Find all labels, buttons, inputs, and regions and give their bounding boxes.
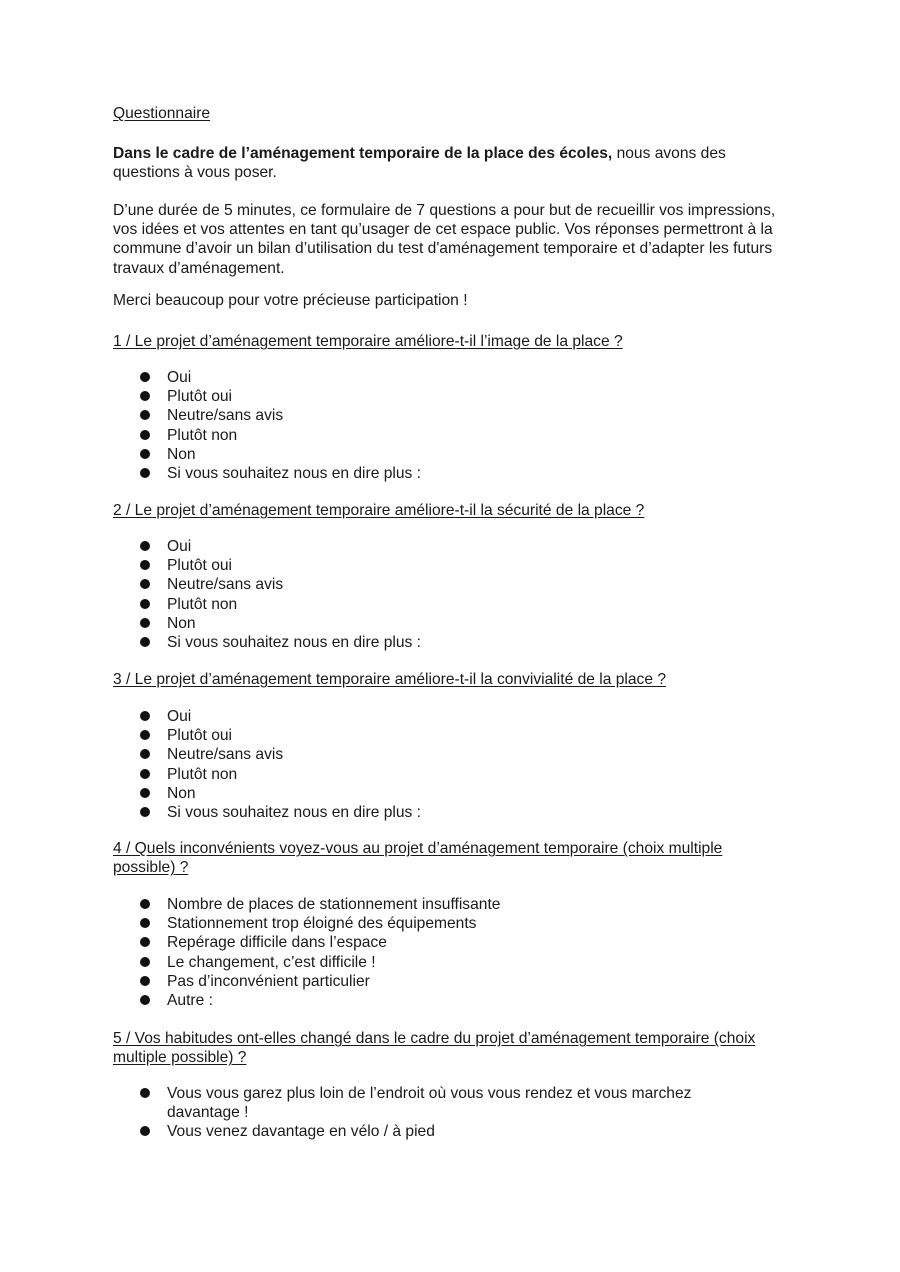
option-item[interactable]: [113, 368, 753, 387]
option-label: Plutôt non: [167, 595, 238, 613]
option-item[interactable]: [113, 803, 753, 822]
option-label: Neutre/sans avis: [167, 407, 284, 425]
bullet-icon: [140, 788, 150, 798]
option-label: Repérage difficile dans l’espace: [167, 934, 387, 952]
question-4-title: 4 / Quels inconvénients voyez-vous au projet d’aménagement temporaire (choix multiple possible) ?: [113, 840, 723, 877]
option-label: Si vous souhaitez nous en dire plus :: [167, 465, 421, 483]
option-label: Le changement, c’est difficile !: [167, 953, 376, 971]
option-label: Autre :: [167, 992, 213, 1010]
option-label: Plutôt non: [167, 426, 238, 444]
option-label: Si vous souhaitez nous en dire plus :: [167, 634, 421, 652]
bullet-icon: [140, 541, 150, 551]
option-item[interactable]: [113, 784, 753, 803]
option-item[interactable]: [113, 953, 753, 972]
option-label: Neutre/sans avis: [167, 746, 284, 764]
question-4-options: [113, 895, 753, 1010]
option-item[interactable]: [113, 537, 753, 556]
bullet-icon: [140, 976, 150, 986]
question-1-title: 1 / Le projet d’aménagement temporaire améliore-t-il l’image de la place ?: [113, 333, 623, 350]
question-2-title: 2 / Le projet d’aménagement temporaire améliore-t-il la sécurité de la place ?: [113, 502, 645, 519]
option-item[interactable]: [113, 972, 753, 991]
option-label: Oui: [167, 369, 192, 386]
bullet-icon: [140, 957, 150, 967]
bullet-icon: [140, 599, 150, 609]
bullet-icon: [140, 468, 150, 478]
bullet-icon: [140, 430, 150, 440]
bullet-icon: [140, 391, 150, 401]
option-item[interactable]: [113, 1122, 753, 1141]
option-label: Non: [167, 614, 196, 632]
question-3-title: 3 / Le projet d’aménagement temporaire améliore-t-il la convivialité de la place ?: [113, 671, 666, 688]
option-label: Neutre/sans avis: [167, 576, 284, 594]
option-item[interactable]: [113, 406, 753, 425]
bullet-icon: [140, 918, 150, 928]
bullet-icon: [140, 749, 150, 759]
option-item[interactable]: [113, 745, 753, 764]
option-label: Non: [167, 784, 196, 802]
bullet-icon: [140, 372, 150, 382]
option-item[interactable]: [113, 991, 753, 1010]
bullet-icon: [140, 769, 150, 779]
question-5-options: [113, 1084, 753, 1142]
option-label: Stationnement trop éloigné des équipements: [167, 915, 477, 933]
option-item[interactable]: [113, 707, 753, 726]
intro-rest: nous avons des questions à vous poser.: [113, 145, 726, 182]
option-item[interactable]: [113, 426, 753, 445]
bullet-icon: [140, 637, 150, 647]
option-label: Plutôt oui: [167, 727, 233, 745]
option-item[interactable]: [113, 933, 753, 952]
option-item[interactable]: [113, 575, 753, 594]
bullet-icon: [140, 937, 150, 947]
option-item[interactable]: [113, 633, 753, 652]
bullet-icon: [140, 807, 150, 817]
option-label: Oui: [167, 538, 192, 555]
bullet-icon: [140, 560, 150, 570]
option-item[interactable]: [113, 765, 753, 784]
intro-paragraph: [113, 144, 783, 182]
option-item[interactable]: [113, 726, 753, 745]
option-item[interactable]: [113, 895, 753, 914]
option-label: Si vous souhaitez nous en dire plus :: [167, 804, 421, 822]
question-5-title: 5 / Vos habitudes ont-elles changé dans le cadre du projet d’aménagement temporaire (choix multiple possible) ?: [113, 1030, 756, 1067]
option-item[interactable]: [113, 614, 753, 633]
question-1-options: [113, 368, 753, 483]
bullet-icon: [140, 449, 150, 459]
bullet-icon: [140, 1126, 150, 1136]
option-label: Vous vous garez plus loin de l’endroit où vous vous rendez et vous marchez davantage !: [167, 1085, 692, 1122]
option-label: Pas d’inconvénient particulier: [167, 972, 370, 990]
option-label: Plutôt oui: [167, 557, 233, 575]
bullet-icon: [140, 1088, 150, 1098]
bullet-icon: [140, 899, 150, 909]
option-item[interactable]: [113, 595, 753, 614]
bullet-icon: [140, 579, 150, 589]
option-item[interactable]: [113, 556, 753, 575]
option-label: Non: [167, 445, 196, 463]
document-title: Questionnaire: [113, 105, 211, 122]
bullet-icon: [140, 711, 150, 721]
option-label: Plutôt non: [167, 765, 238, 783]
bullet-icon: [140, 730, 150, 740]
option-item[interactable]: [113, 914, 753, 933]
option-item[interactable]: [113, 464, 753, 483]
question-2-options: [113, 537, 753, 652]
option-item[interactable]: [113, 1084, 753, 1122]
option-item[interactable]: [113, 445, 753, 464]
option-item[interactable]: [113, 387, 753, 406]
question-3-options: [113, 707, 753, 822]
bullet-icon: [140, 410, 150, 420]
option-label: Nombre de places de stationnement insuffisante: [167, 896, 501, 913]
thanks-text: Merci beaucoup pour votre précieuse participation !: [113, 292, 468, 309]
option-label: Oui: [167, 708, 192, 725]
option-label: Vous venez davantage en vélo / à pied: [167, 1123, 435, 1141]
bullet-icon: [140, 995, 150, 1005]
bullet-icon: [140, 618, 150, 628]
intro-description: D’une durée de 5 minutes, ce formulaire de 7 questions a pour but de recueillir vos impressions, vos idées et vos attentes en tant qu’usager de cet espace public. Vos réponses permettront à la commune d’avoir un bilan d’utilisation du test d'aménagement temporaire et d’adapter les futurs travaux d’aménagement.: [113, 202, 776, 277]
intro-bold: Dans le cadre de l’aménagement temporaire de la place des écoles,: [113, 145, 613, 162]
option-label: Plutôt oui: [167, 388, 233, 406]
